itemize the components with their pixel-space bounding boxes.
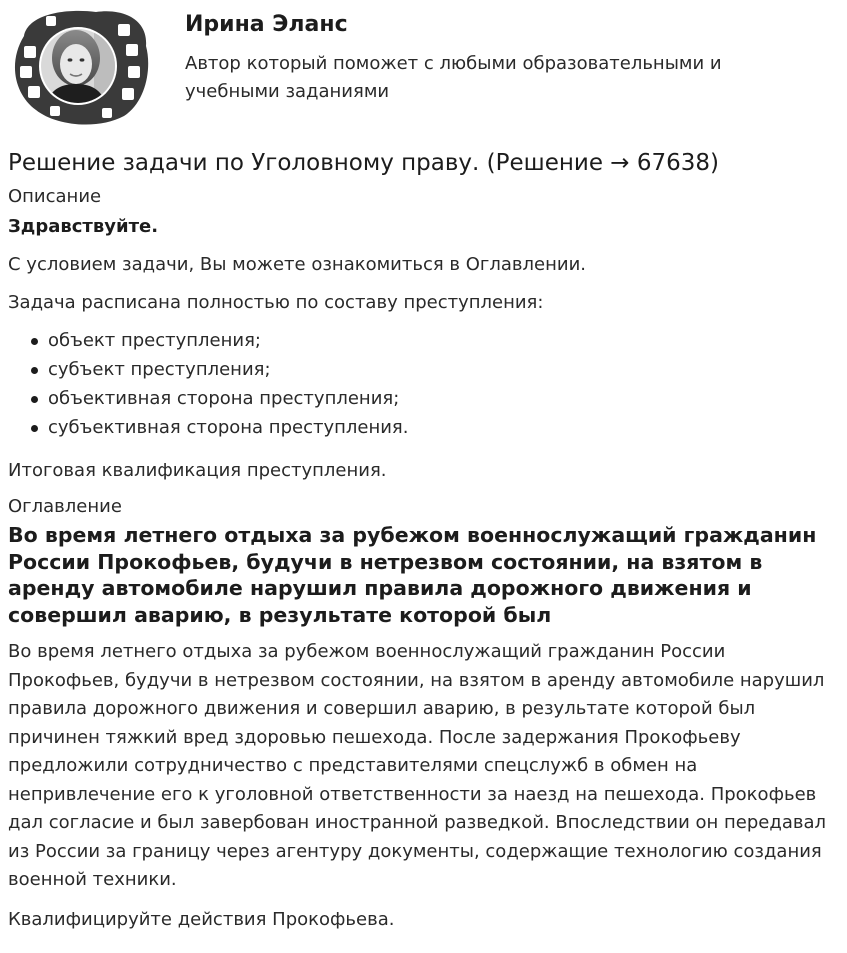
list-item-label: субъект преступления; [48,359,271,380]
author-header [0,0,847,135]
list-item [8,355,840,384]
bullet-icon [31,396,38,403]
question-text: Квалифицируйте действия Прокофьева. [8,908,395,930]
list-item [8,326,840,355]
closing-text: Итоговая квалификация преступления. [8,460,387,481]
bullet-icon [31,425,38,432]
bullet-icon [31,367,38,374]
structure-lead-text: Задача расписана полностью по составу преступления: [8,292,544,313]
bullet-icon [31,338,38,345]
author-description: Автор который поможет с любыми образовательными и учебными заданиями [185,53,722,102]
author-avatar [6,6,152,128]
main-content [8,146,840,933]
list-item-label: объект преступления; [48,330,261,351]
contents-heading: Во время летнего отдыха за рубежом военнослужащий гражданин России Прокофьев, будучи в нетрезвом состоянии, на взятом в аренду автомобиле нарушил правила дорожного движения и совершил аварию, в результате которой был [8,523,817,627]
list-item [8,384,840,413]
task-text: Во время летнего отдыха за рубежом военнослужащий гражданин России Прокофьев, будучи в нетрезвом состоянии, на взятом в аренду автомобиле нарушил правила дорожного движения и совершил аварию, в результате которой был причинен тяжкий вред здоровью пешехода. После задержания Прокофьеву предложили сотрудничество с представителями спецслужб в обмен на непривлечение его к уголовной ответственности за наезд на пешехода. Прокофьев дал согласие и был завербован иностранной разведкой. Впоследствии он передавал из России за границу через агентуру документы, содержащие технологию создания военной техники. [8,641,826,890]
list-item-label: объективная сторона преступления; [48,388,400,409]
list-item-label: субъективная сторона преступления. [48,417,409,438]
film-reel-avatar-icon [6,6,152,128]
crime-elements-list [8,326,840,442]
page-title: Решение задачи по Уголовному праву. (Решение → 67638) [8,150,720,176]
intro-text: С условием задачи, Вы можете ознакомиться в Оглавлении. [8,254,586,275]
author-name: Ирина Эланс [185,12,348,37]
greeting-text: Здравствуйте. [8,216,159,237]
contents-label: Оглавление [8,496,122,517]
list-item [8,413,840,442]
description-label: Описание [8,186,102,207]
